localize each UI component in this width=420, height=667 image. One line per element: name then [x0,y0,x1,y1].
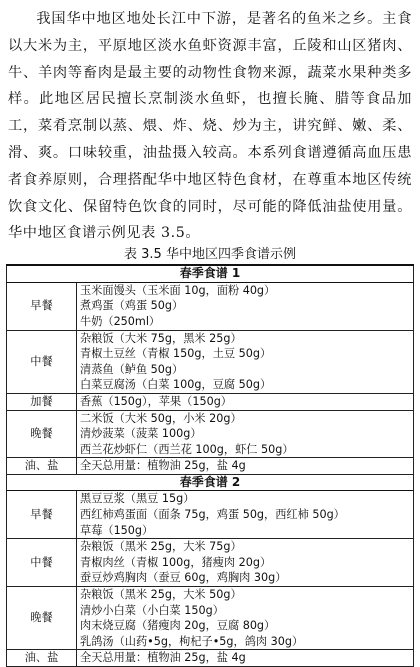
food-item: 杂粮饭（黑米 25g，大米 50g） [80,588,242,602]
food-item: 全天总用量：植物油 25g，盐 4g [80,651,246,665]
section-header [7,474,414,491]
foods-cell [77,330,414,393]
food-item: 二米饭（大米 50g，小米 20g） [80,411,242,425]
food-item: 杂粮饭（大米 75g，黑米 25g） [80,331,242,345]
table-row [7,282,414,330]
food-item: 牛奶（250ml） [80,314,161,328]
food-item: 西兰花炒虾仁（西兰花 100g，虾仁 50g） [80,442,294,456]
meal-label: 中餐 [7,539,77,587]
food-item: 青椒土豆丝（青椒 150g，土豆 50g） [80,347,272,361]
table-row [7,393,414,410]
table-row [7,650,414,667]
food-item: 黑豆豆浆（黑豆 15g） [80,492,195,506]
section-title: 春季食谱 2 [7,474,414,491]
table-caption: 表 3.5 华中地区四季食谱示例 [124,247,296,263]
food-item: 玉米面馒头（玉米面 10g，面粉 40g） [80,283,276,297]
food-item: 清蒸鱼（鲈鱼 50g） [80,362,184,376]
menu-table [6,264,414,667]
table-row [7,458,414,475]
meal-label: 油、盐 [7,650,77,667]
food-item: 煮鸡蛋（鸡蛋 50g） [80,299,184,313]
food-item: 杂粮饭（黑米 25g，大米 75g） [80,540,242,554]
section-header [7,265,414,282]
foods-cell [77,587,414,650]
food-item: 西红柿鸡蛋面（面条 75g，鸡蛋 50g，西红柿 50g） [80,508,345,522]
food-item: 青椒肉丝（青椒 100g，猪瘦肉 20g） [80,555,272,569]
meal-label: 晚餐 [7,410,77,458]
food-item: 全天总用量：植物油 25g，盐 4g [80,459,246,473]
foods-cell [77,650,414,667]
food-item: 清炒菠菜（菠菜 100g） [80,427,202,441]
foods-cell [77,491,414,539]
table-row [7,491,414,539]
food-item: 白菜豆腐汤（白菜 100g，豆腐 50g） [80,378,272,392]
food-item: 肉末烧豆腐（猪瘦肉 20g，豆腐 80g） [80,619,276,633]
intro-paragraph: 我国华中地区地处长江中下游，是著名的鱼米之乡。主食以大米为主，平原地区淡水鱼虾资源丰富，丘陵和山区猪肉、牛、羊肉等畜肉是最主要的动物性食物来源，蔬菜水果种类多样。此地区居民擅长烹制淡水鱼虾，也擅长腌、腊等食品加工，菜肴烹制以蒸、煨、炸、烧、炒为主，讲究鲜、嫩、柔、滑、爽。口味较重，油盐摄入较高。本系列食谱遵循高血压患者食养原则，合理搭配华中地区特色食材，在尊重本地区传统饮食文化、保留特色饮食的同时，尽可能的降低油盐使用量。华中地区食谱示例见表 3.5。 [8,11,412,242]
meal-label: 晚餐 [7,587,77,650]
food-item: 香蕉（150g），苹果（150g） [80,394,232,408]
meal-label: 早餐 [7,491,77,539]
meal-label: 中餐 [7,330,77,393]
table-row [7,410,414,458]
section-title: 春季食谱 1 [7,265,414,282]
foods-cell [77,539,414,587]
meal-label: 加餐 [7,393,77,410]
food-item: 草莓（150g） [80,523,154,537]
foods-cell [77,282,414,330]
foods-cell [77,393,414,410]
meal-label: 早餐 [7,282,77,330]
meal-label: 油、盐 [7,458,77,475]
food-item: 蚕豆炒鸡胸肉（蚕豆 60g，鸡胸肉 30g） [80,571,287,585]
food-item: 清炒小白菜（小白菜 150g） [80,603,224,617]
food-item: 乳鸽汤（山药•5g，枸杞子•5g，鸽肉 30g） [80,634,304,648]
foods-cell [77,410,414,458]
foods-cell [77,458,414,475]
table-row [7,330,414,393]
table-row [7,587,414,650]
table-row [7,539,414,587]
